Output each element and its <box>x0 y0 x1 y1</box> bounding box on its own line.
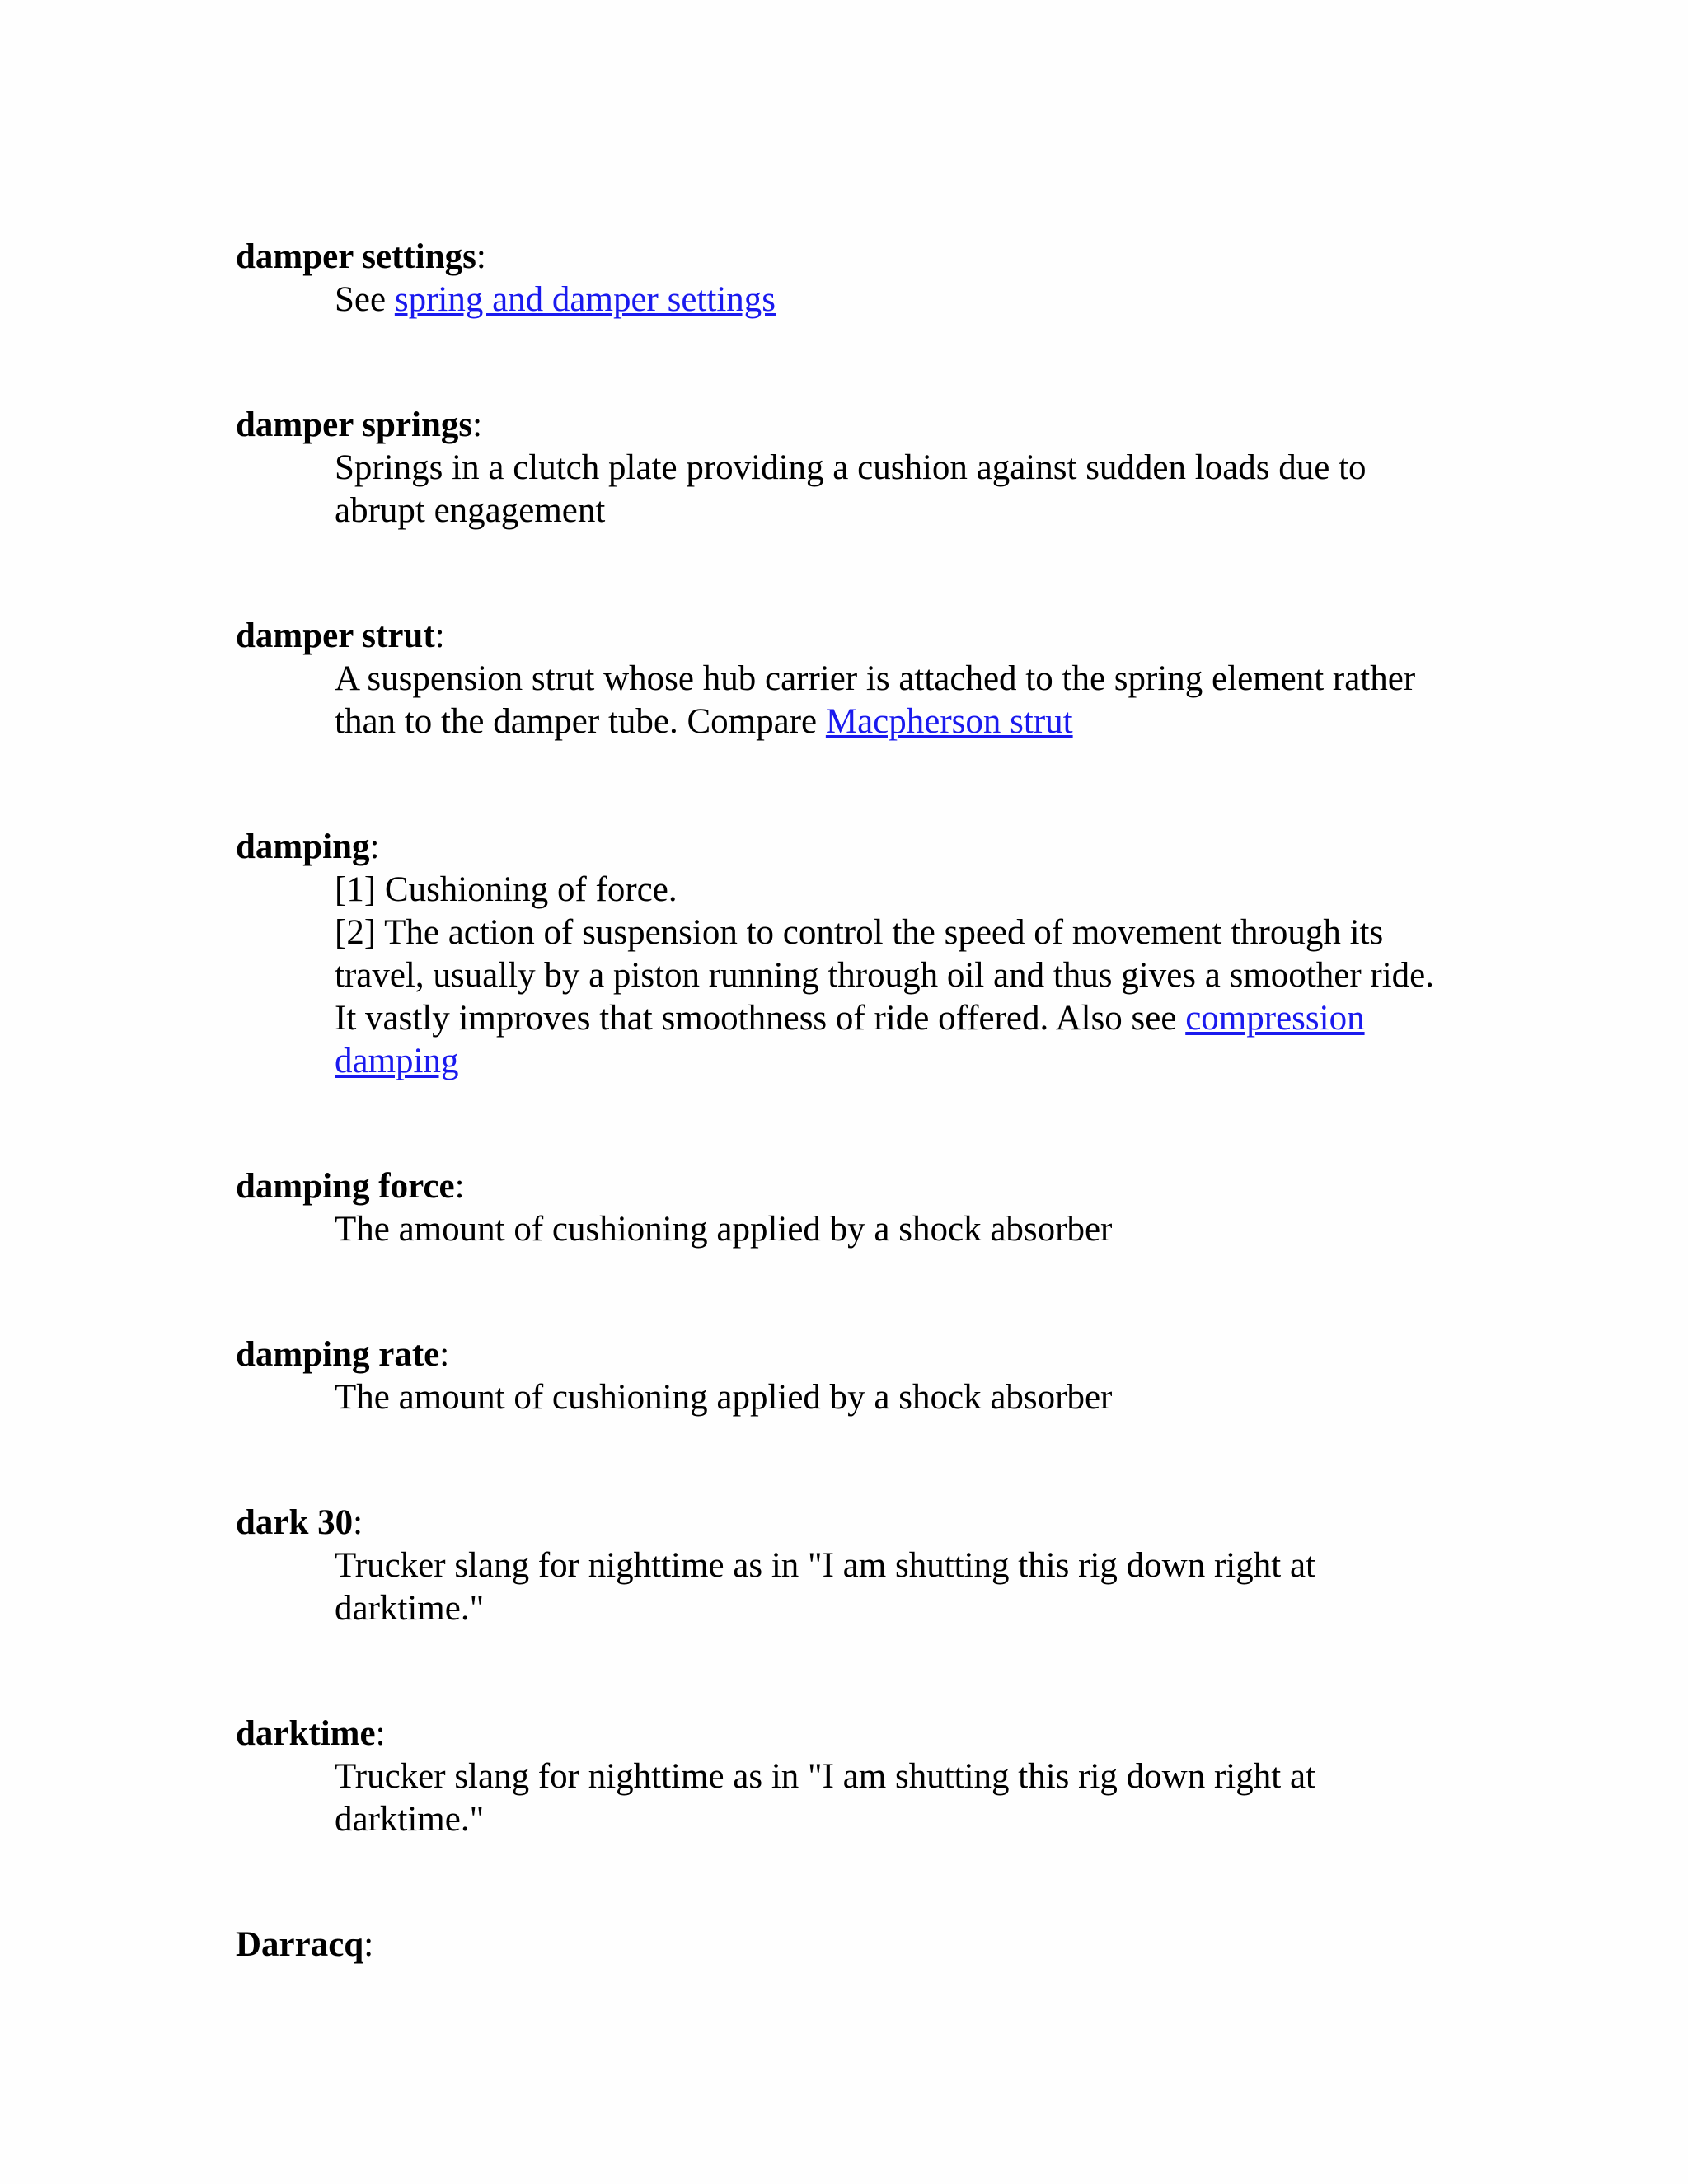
term-line <box>236 1333 1472 1376</box>
glossary-entry <box>236 615 1472 743</box>
term-colon: : <box>472 405 483 444</box>
definition-text: A suspension strut whose hub carrier is attached to the spring element rather than to the damper tube. Compare <box>335 659 1416 741</box>
term-line <box>236 404 1472 447</box>
term: damping rate <box>236 1335 440 1374</box>
glossary-list <box>236 236 1472 2049</box>
definition <box>335 1544 1439 1630</box>
definition <box>335 1755 1439 1841</box>
term-line <box>236 615 1472 658</box>
cross-reference-link[interactable]: compression damping <box>335 999 1365 1080</box>
definition <box>335 447 1439 532</box>
term-line <box>236 1165 1472 1208</box>
term: Darracq <box>236 1925 364 1964</box>
definition <box>335 869 1439 1083</box>
definition-text: See <box>335 280 395 319</box>
definition-sense-2 <box>335 912 1439 1083</box>
term-line <box>236 1713 1472 1755</box>
term-colon: : <box>434 616 445 655</box>
definition-text: Trucker slang for nighttime as in "I am shutting this rig down right at darktime." <box>335 1546 1315 1628</box>
glossary-entry <box>236 1713 1472 1841</box>
cross-reference-link[interactable]: Macpherson strut <box>825 702 1073 741</box>
definition-text: The amount of cushioning applied by a shock absorber <box>335 1210 1113 1249</box>
term: dark 30 <box>236 1503 354 1542</box>
glossary-entry <box>236 1333 1472 1419</box>
term-colon: : <box>439 1335 450 1374</box>
glossary-entry <box>236 826 1472 1083</box>
definition-text: Trucker slang for nighttime as in "I am shutting this rig down right at darktime." <box>335 1757 1315 1839</box>
definition-sense-1: [1] Cushioning of force. <box>335 870 678 909</box>
term-colon: : <box>369 827 380 866</box>
glossary-entry <box>236 404 1472 532</box>
term-colon: : <box>353 1503 363 1542</box>
definition-text: The amount of cushioning applied by a shock absorber <box>335 1378 1113 1417</box>
definition <box>335 1376 1439 1419</box>
term-colon: : <box>476 237 486 276</box>
definition <box>335 1208 1439 1251</box>
term-colon: : <box>375 1714 386 1753</box>
term-colon: : <box>363 1925 374 1964</box>
term: damper settings <box>236 237 476 276</box>
term-line <box>236 1502 1472 1544</box>
glossary-entry <box>236 236 1472 321</box>
term: damper strut <box>236 616 435 655</box>
term: damping <box>236 827 370 866</box>
cross-reference-link[interactable]: spring and damper settings <box>394 280 776 319</box>
definition-text: [2] The action of suspension to control the speed of movement through its travel, usually by a piston running through oil and thus gives a smoother ride. It vastly improves that smoothness of ride offered. Also see <box>335 913 1434 1038</box>
glossary-entry <box>236 1924 1472 1966</box>
term: damper springs <box>236 405 473 444</box>
term-line <box>236 236 1472 279</box>
definition <box>335 279 1439 321</box>
definition-text: Springs in a clutch plate providing a cushion against sudden loads due to abrupt engagement <box>335 448 1367 530</box>
term-line <box>236 1924 1472 1966</box>
term: damping force <box>236 1167 455 1206</box>
term-colon: : <box>454 1167 465 1206</box>
term-line <box>236 826 1472 869</box>
glossary-entry <box>236 1165 1472 1251</box>
term: darktime <box>236 1714 376 1753</box>
glossary-entry <box>236 1502 1472 1630</box>
definition <box>335 658 1439 743</box>
